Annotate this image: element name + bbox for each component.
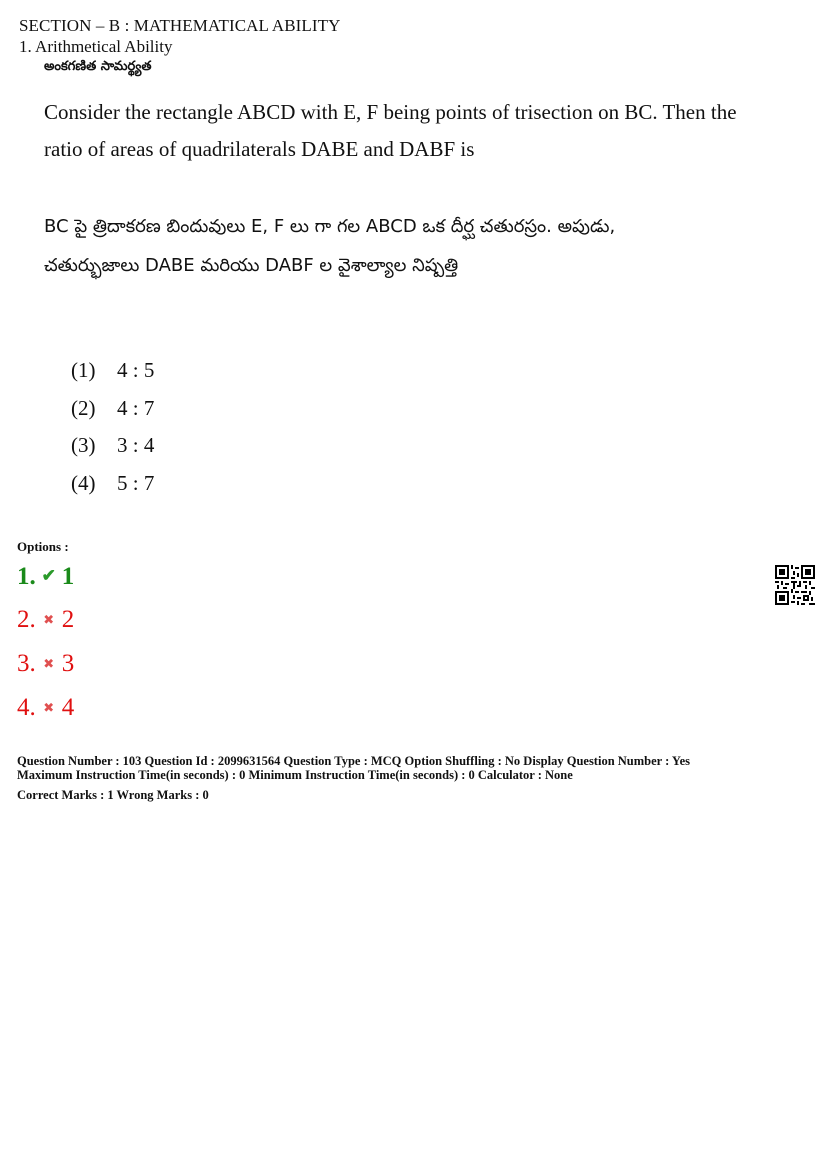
choice-number: (2) — [71, 395, 96, 420]
cross-icon: ✖ — [43, 656, 55, 671]
answer-value: 1 — [61, 563, 75, 590]
choice-value: 5 : 7 — [117, 470, 155, 495]
answer-prefix: 1. — [17, 563, 36, 590]
answer-value: 4 — [61, 694, 75, 721]
answer-option-wrong — [17, 602, 74, 646]
check-icon: ✔ — [41, 566, 56, 585]
metadata-line: Maximum Instruction Time(in seconds) : 0 Minimum Instruction Time(in seconds) : 0 Calculator : None — [17, 768, 573, 782]
question-telugu-line: చతుర్భుజాలు DABE మరియు DABF ల వైశాల్యాల నిష్పత్తి — [44, 255, 459, 276]
choice-value: 3 : 4 — [117, 433, 155, 457]
answer-options — [17, 558, 74, 734]
metadata-line: Question Number : 103 Question Id : 2099631564 Question Type : MCQ Option Shuffling : No Display Question Number : Yes — [17, 754, 690, 768]
answer-option-wrong — [17, 690, 74, 734]
choice-number: (4) — [71, 470, 96, 495]
answer-option-correct — [17, 558, 74, 602]
question-text-english — [44, 94, 804, 168]
question-text-telugu — [44, 207, 804, 285]
choice-value: 4 : 5 — [117, 358, 155, 382]
answer-prefix: 3. — [17, 650, 36, 677]
subsection-title-telugu: అంకగణిత సామర్థ్యత — [44, 59, 152, 74]
cross-icon: ✖ — [43, 612, 55, 627]
choice-list — [71, 358, 154, 508]
question-english-line: Consider the rectangle ABCD with E, F being points of trisection on BC. Then the — [44, 100, 737, 124]
choice-number: (1) — [71, 358, 96, 382]
section-title: SECTION – B : MATHEMATICAL ABILITY — [19, 16, 341, 35]
options-label: Options : — [17, 539, 69, 554]
answer-value: 3 — [61, 650, 75, 677]
answer-value: 2 — [61, 606, 75, 633]
qr-code-icon — [775, 565, 815, 605]
answer-option-wrong — [17, 646, 74, 690]
choice-item — [71, 396, 154, 434]
question-metadata — [17, 754, 817, 802]
subsection-title: 1. Arithmetical Ability — [19, 37, 173, 56]
marks-line: Correct Marks : 1 Wrong Marks : 0 — [17, 788, 209, 802]
answer-prefix: 2. — [17, 606, 36, 633]
choice-item — [71, 471, 154, 509]
question-telugu-line: BC పై త్రిదాకరణ బిందువులు E, F లు గా గల ABCD ఒక దీర్ఘ చతురస్రం. అపుడు, — [44, 216, 616, 237]
choice-number: (3) — [71, 433, 96, 457]
cross-icon: ✖ — [43, 700, 55, 715]
choice-value: 4 : 7 — [117, 395, 155, 420]
choice-item — [71, 433, 154, 471]
question-english-line: ratio of areas of quadrilaterals DABE and DABF is — [44, 137, 475, 161]
answer-prefix: 4. — [17, 694, 36, 721]
choice-item — [71, 358, 154, 396]
